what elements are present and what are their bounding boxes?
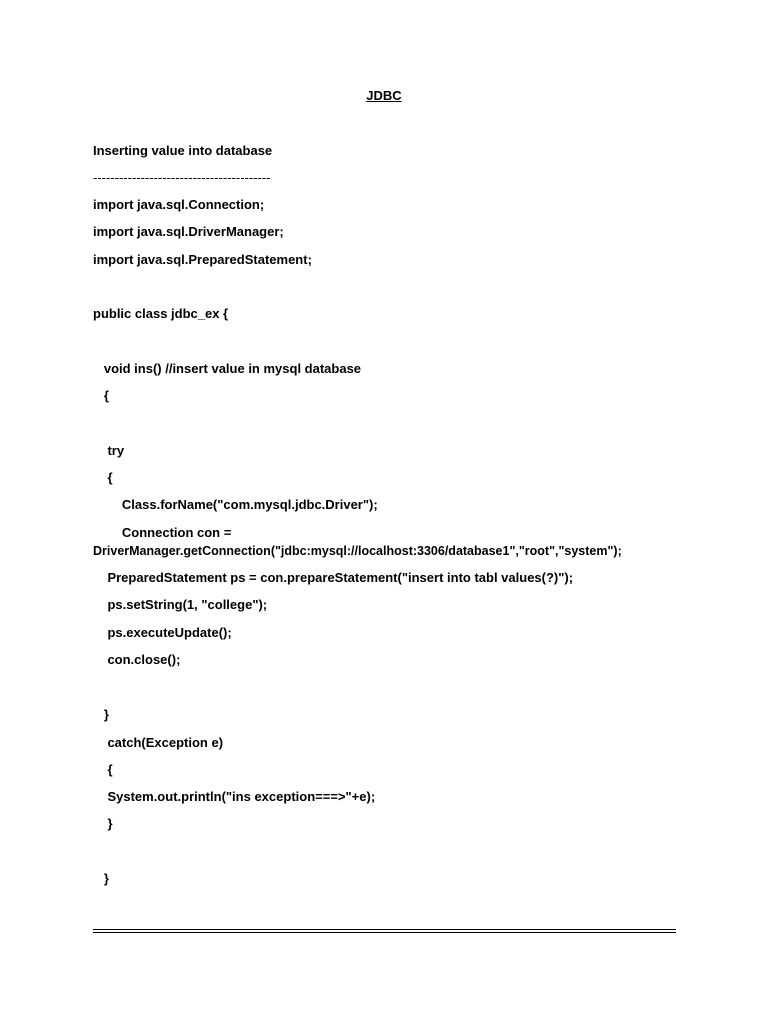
code-line: import java.sql.DriverManager;	[93, 224, 284, 239]
code-line: DriverManager.getConnection("jdbc:mysql://localhost:3306/database1","root","system");	[93, 544, 622, 558]
code-line: import java.sql.PreparedStatement;	[93, 252, 312, 267]
code-line: }	[93, 871, 109, 886]
code-line: {	[93, 388, 109, 403]
code-line: {	[93, 762, 113, 777]
code-line: System.out.println("ins exception===>"+e);	[93, 789, 376, 804]
footer-rule-top	[93, 929, 676, 930]
code-line: void ins() //insert value in mysql database	[93, 361, 362, 376]
separator-line: -----------------------------------------	[93, 170, 271, 185]
code-line: PreparedStatement ps = con.prepareStatement("insert into tabl values(?)");	[93, 570, 574, 585]
code-line: ps.setString(1, "college");	[93, 597, 268, 612]
document-title: JDBC	[366, 88, 402, 103]
code-line: public class jdbc_ex {	[93, 306, 229, 321]
section-heading: Inserting value into database	[93, 143, 273, 158]
code-line: try	[93, 443, 125, 458]
code-line: Connection con =	[93, 525, 232, 540]
code-line: con.close();	[93, 652, 181, 667]
code-line: Class.forName("com.mysql.jdbc.Driver");	[93, 497, 378, 512]
code-line: catch(Exception e)	[93, 735, 224, 750]
code-line: }	[93, 816, 113, 831]
code-line: }	[93, 707, 109, 722]
footer-rule-bottom	[93, 932, 676, 933]
code-line: {	[93, 470, 113, 485]
code-line: ps.executeUpdate();	[93, 625, 232, 640]
code-line: import java.sql.Connection;	[93, 197, 265, 212]
